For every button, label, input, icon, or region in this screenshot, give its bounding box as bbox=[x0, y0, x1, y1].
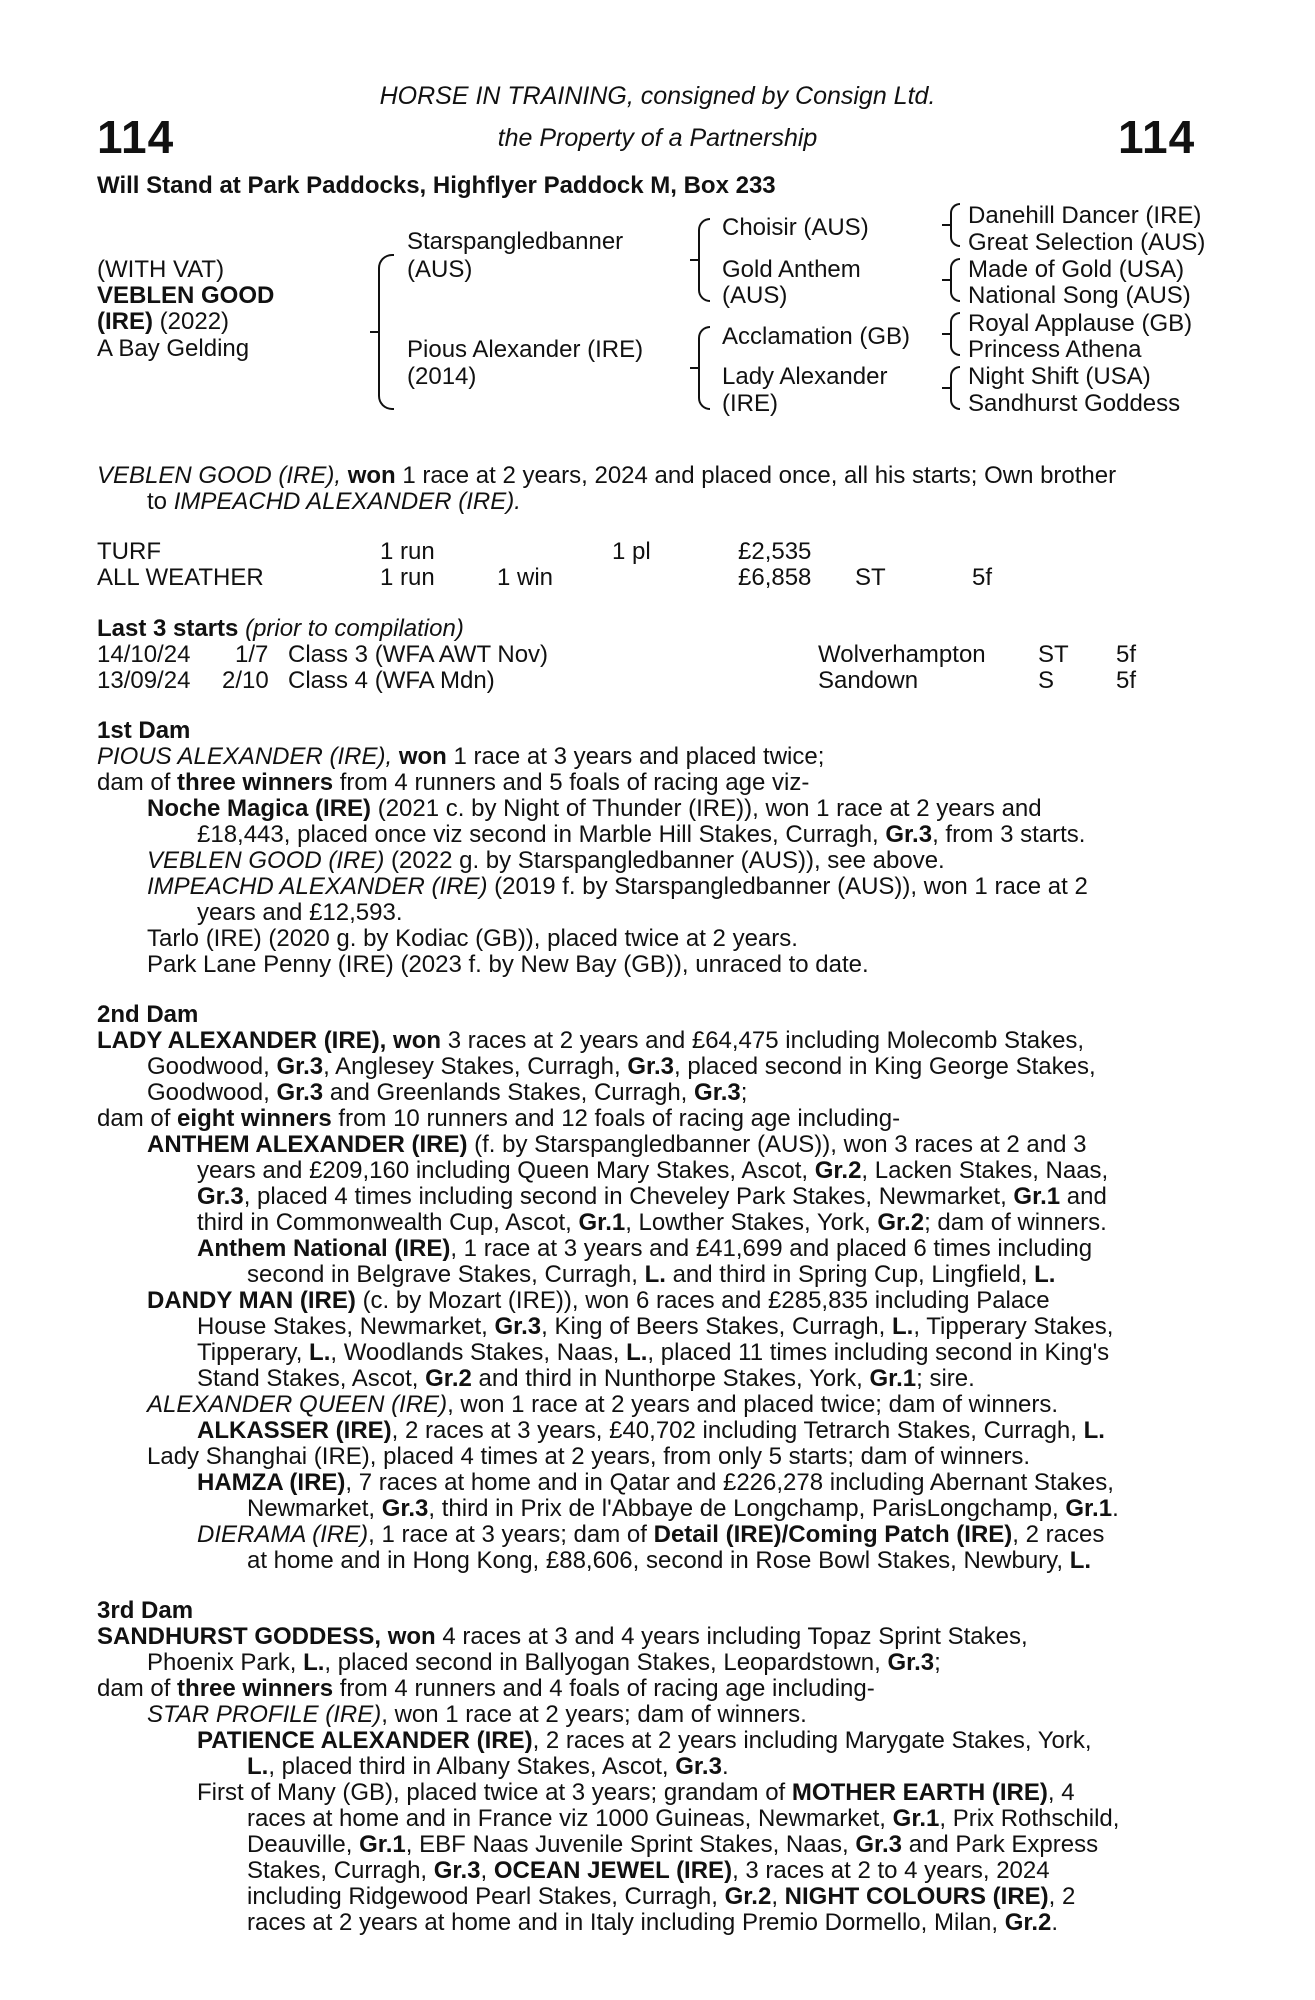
t: Detail (IRE)/Coming Patch (IRE) bbox=[653, 1521, 1013, 1548]
start-race: Class 3 (WFA AWT Nov) bbox=[288, 641, 549, 668]
record-surface: TURF bbox=[97, 538, 161, 565]
second-dam-line bbox=[147, 1079, 747, 1107]
gp-great-selection: Great Selection (AUS) bbox=[968, 229, 1206, 256]
third-dam-line bbox=[247, 1909, 1058, 1937]
t: third in Commonwealth Cup, Ascot, bbox=[197, 1209, 572, 1236]
t: , placed 11 times including second in King's bbox=[647, 1339, 1110, 1366]
t: from 4 runners and 5 foals of racing age viz- bbox=[339, 769, 810, 796]
t: Stand Stakes, Ascot, bbox=[197, 1365, 419, 1392]
t: . bbox=[1112, 1495, 1119, 1522]
t: NIGHT COLOURS (IRE) bbox=[784, 1883, 1049, 1910]
second-dam-line bbox=[247, 1261, 1055, 1289]
t: L. bbox=[644, 1261, 666, 1288]
t: L. bbox=[1034, 1261, 1056, 1288]
t: Gr.2 bbox=[724, 1883, 772, 1910]
last-starts-title: Last 3 starts bbox=[97, 615, 239, 642]
t: L. bbox=[892, 1313, 914, 1340]
t: Gr.1 bbox=[1013, 1183, 1061, 1210]
t: Anthem National (IRE) bbox=[197, 1235, 451, 1262]
dam-name: Pious Alexander (IRE) bbox=[407, 336, 644, 363]
brace-g2 bbox=[950, 258, 960, 302]
first-dam-line: years and £12,593. bbox=[197, 899, 403, 926]
t: SANDHURST GODDESS, bbox=[97, 1623, 382, 1650]
t: Deauville, bbox=[247, 1831, 353, 1858]
t: and Park Express bbox=[908, 1831, 1099, 1858]
second-dam-line bbox=[197, 1209, 1107, 1237]
t: , placed second in Ballyogan Stakes, Leopardstown, bbox=[324, 1649, 881, 1676]
start-going: S bbox=[1038, 667, 1055, 694]
t: , placed 4 times including second in Cheveley Park Stakes, Newmarket, bbox=[243, 1183, 1007, 1210]
gp-made-of-gold: Made of Gold (USA) bbox=[968, 256, 1185, 283]
t: , Prix Rothschild, bbox=[939, 1805, 1120, 1832]
dam-dam: Lady Alexander bbox=[722, 363, 888, 390]
pedigree-brace-dam bbox=[698, 326, 710, 410]
start-date: 14/10/24 bbox=[97, 641, 191, 668]
third-dam-line bbox=[147, 1649, 941, 1677]
t: , won 1 race at 2 years; dam of winners. bbox=[381, 1701, 807, 1728]
third-dam-line bbox=[247, 1857, 1050, 1885]
first-dam-line: Park Lane Penny (IRE) (2023 f. by New Bay (GB)), unraced to date. bbox=[147, 951, 869, 978]
t: Gr.2 bbox=[1004, 1909, 1052, 1936]
record-runs: 1 run bbox=[380, 538, 435, 565]
consignment-title: HORSE IN TRAINING, consigned by Consign Ltd. bbox=[379, 82, 936, 110]
horse-year: (2022) bbox=[159, 308, 230, 335]
t: Noche Magica (IRE) bbox=[147, 795, 372, 822]
gp-sandhurst-goddess: Sandhurst Goddess bbox=[968, 390, 1181, 417]
t: , Lowther Stakes, York, bbox=[625, 1209, 871, 1236]
t: L. bbox=[1069, 1547, 1092, 1574]
t: ; dam of winners. bbox=[924, 1209, 1107, 1236]
lot-number-right: 114 bbox=[1118, 111, 1196, 163]
t: (c. by Mozart (IRE)), won 6 races and £285,835 including Palace bbox=[362, 1287, 1050, 1314]
t: Tipperary, bbox=[197, 1339, 303, 1366]
third-dam-line bbox=[247, 1753, 729, 1781]
sire-dam-country: (AUS) bbox=[722, 282, 788, 309]
record-wins: 1 win bbox=[497, 564, 554, 591]
record-money: £6,858 bbox=[738, 564, 812, 591]
t: Gr.1 bbox=[359, 1831, 406, 1858]
start-position: 2/10 bbox=[222, 667, 269, 694]
second-dam-line bbox=[197, 1339, 1109, 1367]
t: (f. by Starspangledbanner (AUS)), won 3 races at 2 and 3 bbox=[474, 1131, 1087, 1158]
summary-text: 1 race at 2 years, 2024 and placed once, all his starts; Own brother bbox=[402, 462, 1117, 489]
vat-note: (WITH VAT) bbox=[97, 256, 225, 283]
second-dam-line bbox=[197, 1313, 1113, 1341]
third-dam-line bbox=[247, 1831, 1098, 1859]
t: , third in Prix de l'Abbaye de Longchamp, ParisLongchamp, bbox=[428, 1495, 1059, 1522]
start-date: 13/09/24 bbox=[97, 667, 191, 694]
t: and bbox=[1066, 1183, 1107, 1210]
third-dam-line bbox=[247, 1883, 1075, 1911]
t: , won 1 race at 2 years and placed twice; dam of winners. bbox=[447, 1391, 1059, 1418]
horse-description: A Bay Gelding bbox=[97, 335, 250, 362]
t: , 2 races at 2 years including Marygate Stakes, York, bbox=[532, 1727, 1092, 1754]
t: (2019 f. by Starspangledbanner (AUS)), won 1 race at 2 bbox=[494, 873, 1088, 900]
t: , Lacken Stakes, Naas, bbox=[861, 1157, 1109, 1184]
t: ANTHEM ALEXANDER (IRE) bbox=[147, 1131, 468, 1158]
t: and third in Spring Cup, Lingfield, bbox=[672, 1261, 1028, 1288]
t: Goodwood, bbox=[147, 1079, 270, 1106]
start-going: ST bbox=[1038, 641, 1069, 668]
t: PIOUS ALEXANDER (IRE), bbox=[97, 743, 393, 770]
t: Gr.3 bbox=[887, 1649, 935, 1676]
stand-location: Will Stand at Park Paddocks, Highflyer Paddock M, Box 233 bbox=[97, 172, 776, 199]
property-title: the Property of a Partnership bbox=[497, 124, 818, 152]
t: Gr.3 bbox=[885, 821, 933, 848]
t: , 2 races bbox=[1012, 1521, 1105, 1548]
horse-country-year bbox=[97, 308, 229, 336]
t: , 1 race at 3 years; dam of bbox=[368, 1521, 647, 1548]
second-dam-line bbox=[197, 1469, 1114, 1497]
t: Gr.3 bbox=[694, 1079, 741, 1106]
second-dam-line bbox=[97, 1105, 900, 1133]
start-position: 1/7 bbox=[235, 641, 269, 668]
t: ALKASSER (IRE) bbox=[197, 1417, 392, 1444]
gp-national-song: National Song (AUS) bbox=[968, 282, 1191, 309]
second-dam-line bbox=[147, 1053, 1096, 1081]
t: won bbox=[398, 743, 447, 770]
t: , placed third in Albany Stakes, Ascot, bbox=[268, 1753, 669, 1780]
t: races at home and in France viz 1000 Guineas, Newmarket, bbox=[247, 1805, 886, 1832]
brace-g4 bbox=[950, 366, 960, 410]
t: and Greenlands Stakes, Curragh, bbox=[329, 1079, 688, 1106]
t: three winners bbox=[177, 1675, 334, 1702]
third-dam-line bbox=[97, 1675, 875, 1703]
t: , 2 bbox=[1048, 1883, 1076, 1910]
third-dam-line bbox=[247, 1805, 1119, 1833]
t: three winners bbox=[177, 769, 334, 796]
summary-to: to bbox=[147, 488, 168, 515]
record-runs: 1 run bbox=[380, 564, 435, 591]
second-dam-line bbox=[197, 1157, 1108, 1185]
t: STAR PROFILE (IRE) bbox=[147, 1701, 382, 1728]
summary-won: won bbox=[347, 462, 396, 489]
t: Gr.3 bbox=[494, 1313, 542, 1340]
t: won bbox=[393, 1027, 442, 1054]
third-dam-heading: 3rd Dam bbox=[97, 1597, 194, 1624]
brace-g3 bbox=[950, 312, 960, 356]
horse-name: VEBLEN GOOD bbox=[97, 282, 275, 309]
start-distance: 5f bbox=[1116, 667, 1137, 694]
summary-line-1 bbox=[97, 462, 1116, 490]
t: , EBF Naas Juvenile Sprint Stakes, Naas, bbox=[405, 1831, 849, 1858]
second-dam-line bbox=[197, 1365, 975, 1393]
t: 1 race at 3 years and placed twice; bbox=[453, 743, 825, 770]
t: DIERAMA (IRE) bbox=[197, 1521, 369, 1548]
t: Gr.1 bbox=[869, 1365, 917, 1392]
second-dam-line bbox=[147, 1287, 1050, 1315]
t: (2022 g. by Starspangledbanner (AUS)), see above. bbox=[391, 847, 945, 874]
t: L. bbox=[247, 1753, 269, 1780]
t: MOTHER EARTH (IRE) bbox=[791, 1779, 1048, 1806]
t: , 7 races at home and in Qatar and £226,278 including Abernant Stakes, bbox=[345, 1469, 1114, 1496]
t: ; bbox=[934, 1649, 941, 1676]
t: , bbox=[771, 1883, 778, 1910]
second-dam-line bbox=[247, 1495, 1119, 1523]
t: PATIENCE ALEXANDER (IRE) bbox=[197, 1727, 533, 1754]
t: IMPEACHD ALEXANDER (IRE) bbox=[147, 873, 488, 900]
second-dam-line bbox=[197, 1183, 1107, 1211]
t: , 2 races at 3 years, £40,702 including Tetrarch Stakes, Curragh, bbox=[391, 1417, 1077, 1444]
t: , placed second in King George Stakes, bbox=[674, 1053, 1096, 1080]
t: Gr.3 bbox=[675, 1753, 722, 1780]
first-dam-line: Tarlo (IRE) (2020 g. by Kodiac (GB)), placed twice at 2 years. bbox=[147, 925, 798, 952]
summary-line-2 bbox=[147, 488, 521, 516]
t: . bbox=[721, 1753, 729, 1780]
t: 4 races at 3 and 4 years including Topaz Sprint Stakes, bbox=[442, 1623, 1028, 1650]
t: Phoenix Park, bbox=[147, 1649, 297, 1676]
start-race: Class 4 (WFA Mdn) bbox=[288, 667, 495, 694]
record-places: 1 pl bbox=[612, 538, 651, 565]
t: Gr.1 bbox=[1065, 1495, 1113, 1522]
t: LADY ALEXANDER (IRE), bbox=[97, 1027, 387, 1054]
dam-year: (2014) bbox=[407, 363, 477, 390]
pedigree-brace-main bbox=[378, 254, 394, 410]
pedigree-brace-sire bbox=[698, 218, 710, 302]
second-dam-line bbox=[197, 1235, 1092, 1263]
t: Gr.2 bbox=[814, 1157, 862, 1184]
sire-country: (AUS) bbox=[407, 256, 473, 283]
t: £18,443, placed once viz second in Marble Hill Stakes, Curragh, bbox=[197, 821, 879, 848]
third-dam-line bbox=[197, 1779, 1075, 1807]
t: DANDY MAN (IRE) bbox=[147, 1287, 356, 1314]
t: Goodwood, bbox=[147, 1053, 270, 1080]
t: L. bbox=[303, 1649, 325, 1676]
t: years and £209,160 including Queen Mary Stakes, Ascot, bbox=[197, 1157, 809, 1184]
horse-country: (IRE) bbox=[97, 308, 153, 335]
t: , 4 bbox=[1047, 1779, 1075, 1806]
last-starts-heading bbox=[97, 615, 464, 643]
t: VEBLEN GOOD (IRE) bbox=[147, 847, 385, 874]
first-dam-line bbox=[147, 847, 945, 875]
first-dam-line bbox=[97, 769, 809, 797]
t: races at 2 years at home and in Italy including Premio Dormello, Milan, bbox=[247, 1909, 999, 1936]
gp-danehill-dancer: Danehill Dancer (IRE) bbox=[968, 202, 1202, 229]
t: Stakes, Curragh, bbox=[247, 1857, 428, 1884]
t: Gr.3 bbox=[197, 1183, 244, 1210]
second-dam-line bbox=[247, 1547, 1091, 1575]
t: Gr.3 bbox=[433, 1857, 481, 1884]
first-dam-line bbox=[147, 873, 1088, 901]
record-money: £2,535 bbox=[738, 538, 812, 565]
t: OCEAN JEWEL (IRE) bbox=[493, 1857, 733, 1884]
t: dam of bbox=[97, 1105, 171, 1132]
second-dam-line bbox=[97, 1027, 1084, 1055]
t: , King of Beers Stakes, Curragh, bbox=[541, 1313, 886, 1340]
t: Gr.1 bbox=[578, 1209, 626, 1236]
t: Newmarket, bbox=[247, 1495, 376, 1522]
sire-dam: Gold Anthem bbox=[722, 256, 861, 283]
t: L. bbox=[626, 1339, 648, 1366]
t: Gr.2 bbox=[425, 1365, 472, 1392]
third-dam-line bbox=[147, 1701, 807, 1729]
t: won bbox=[387, 1623, 436, 1650]
t: from 10 runners and 12 foals of racing age including- bbox=[338, 1105, 901, 1132]
t: , Woodlands Stakes, Naas, bbox=[330, 1339, 620, 1366]
t: from 4 runners and 4 foals of racing age including- bbox=[339, 1675, 875, 1702]
t: Gr.3 bbox=[276, 1053, 324, 1080]
gp-night-shift: Night Shift (USA) bbox=[968, 363, 1151, 390]
second-dam-line bbox=[197, 1521, 1104, 1549]
t: ; sire. bbox=[916, 1365, 975, 1392]
gp-princess-athena: Princess Athena bbox=[968, 336, 1142, 363]
second-dam-line bbox=[197, 1417, 1105, 1445]
t: Gr.3 bbox=[276, 1079, 324, 1106]
t: Gr.1 bbox=[892, 1805, 940, 1832]
first-dam-line bbox=[147, 795, 1042, 823]
t: including Ridgewood Pearl Stakes, Curragh, bbox=[247, 1883, 718, 1910]
t: dam of bbox=[97, 769, 171, 796]
t: , 1 race at 3 years and £41,699 and placed 6 times including bbox=[450, 1235, 1093, 1262]
second-dam-line bbox=[147, 1391, 1058, 1419]
first-dam-line bbox=[97, 743, 824, 771]
t: L. bbox=[1083, 1417, 1105, 1444]
t: Gr.3 bbox=[855, 1831, 903, 1858]
t: , Tipperary Stakes, bbox=[913, 1313, 1114, 1340]
t: ALEXANDER QUEEN (IRE) bbox=[147, 1391, 448, 1418]
sire-name: Starspangledbanner bbox=[407, 228, 624, 255]
t: at home and in Hong Kong, £88,606, second in Rose Bowl Stakes, Newbury, bbox=[247, 1547, 1064, 1574]
t: and third in Nunthorpe Stakes, York, bbox=[478, 1365, 863, 1392]
t: second in Belgrave Stakes, Curragh, bbox=[247, 1261, 638, 1288]
t: Gr.3 bbox=[627, 1053, 675, 1080]
brace-g1 bbox=[950, 203, 960, 247]
summary-brother: IMPEACHD ALEXANDER (IRE). bbox=[173, 488, 521, 515]
record-going: ST bbox=[855, 564, 886, 591]
t: eight winners bbox=[177, 1105, 332, 1132]
t: HAMZA (IRE) bbox=[197, 1469, 346, 1496]
start-course: Sandown bbox=[818, 667, 919, 694]
t: , Anglesey Stakes, Curragh, bbox=[323, 1053, 621, 1080]
first-dam-heading: 1st Dam bbox=[97, 717, 191, 744]
t: Gr.2 bbox=[877, 1209, 925, 1236]
t: ; bbox=[740, 1079, 748, 1106]
t: House Stakes, Newmarket, bbox=[197, 1313, 488, 1340]
gp-royal-applause: Royal Applause (GB) bbox=[968, 310, 1193, 337]
sire-sire: Choisir (AUS) bbox=[722, 214, 869, 241]
t: . bbox=[1051, 1909, 1059, 1936]
t: dam of bbox=[97, 1675, 171, 1702]
second-dam-line bbox=[147, 1131, 1086, 1159]
third-dam-line bbox=[97, 1623, 1028, 1651]
dam-dam-country: (IRE) bbox=[722, 390, 778, 417]
t: (2021 c. by Night of Thunder (IRE)), won 1 race at 2 years and bbox=[377, 795, 1042, 822]
second-dam-line: Lady Shanghai (IRE), placed 4 times at 2 years, from only 5 starts; dam of winners. bbox=[147, 1443, 1031, 1470]
t: 3 races at 2 years and £64,475 including Molecomb Stakes, bbox=[447, 1027, 1085, 1054]
third-dam-line bbox=[197, 1727, 1092, 1755]
first-dam-line bbox=[197, 821, 1085, 849]
t: First of Many (GB), placed twice at 3 years; grandam of bbox=[197, 1779, 786, 1806]
second-dam-heading: 2nd Dam bbox=[97, 1001, 199, 1028]
dam-sire: Acclamation (GB) bbox=[722, 323, 911, 350]
t: , from 3 starts. bbox=[932, 821, 1086, 848]
t: , 3 races at 2 to 4 years, 2024 bbox=[732, 1857, 1050, 1884]
start-distance: 5f bbox=[1116, 641, 1137, 668]
lot-number-left: 114 bbox=[97, 111, 175, 163]
record-surface: ALL WEATHER bbox=[97, 564, 264, 591]
summary-horse: VEBLEN GOOD (IRE), bbox=[97, 462, 342, 489]
t: Gr.3 bbox=[381, 1495, 429, 1522]
record-distance: 5f bbox=[972, 564, 993, 591]
t: L. bbox=[309, 1339, 331, 1366]
start-course: Wolverhampton bbox=[818, 641, 986, 668]
last-starts-sub: (prior to compilation) bbox=[245, 615, 464, 642]
t: , bbox=[480, 1857, 488, 1884]
